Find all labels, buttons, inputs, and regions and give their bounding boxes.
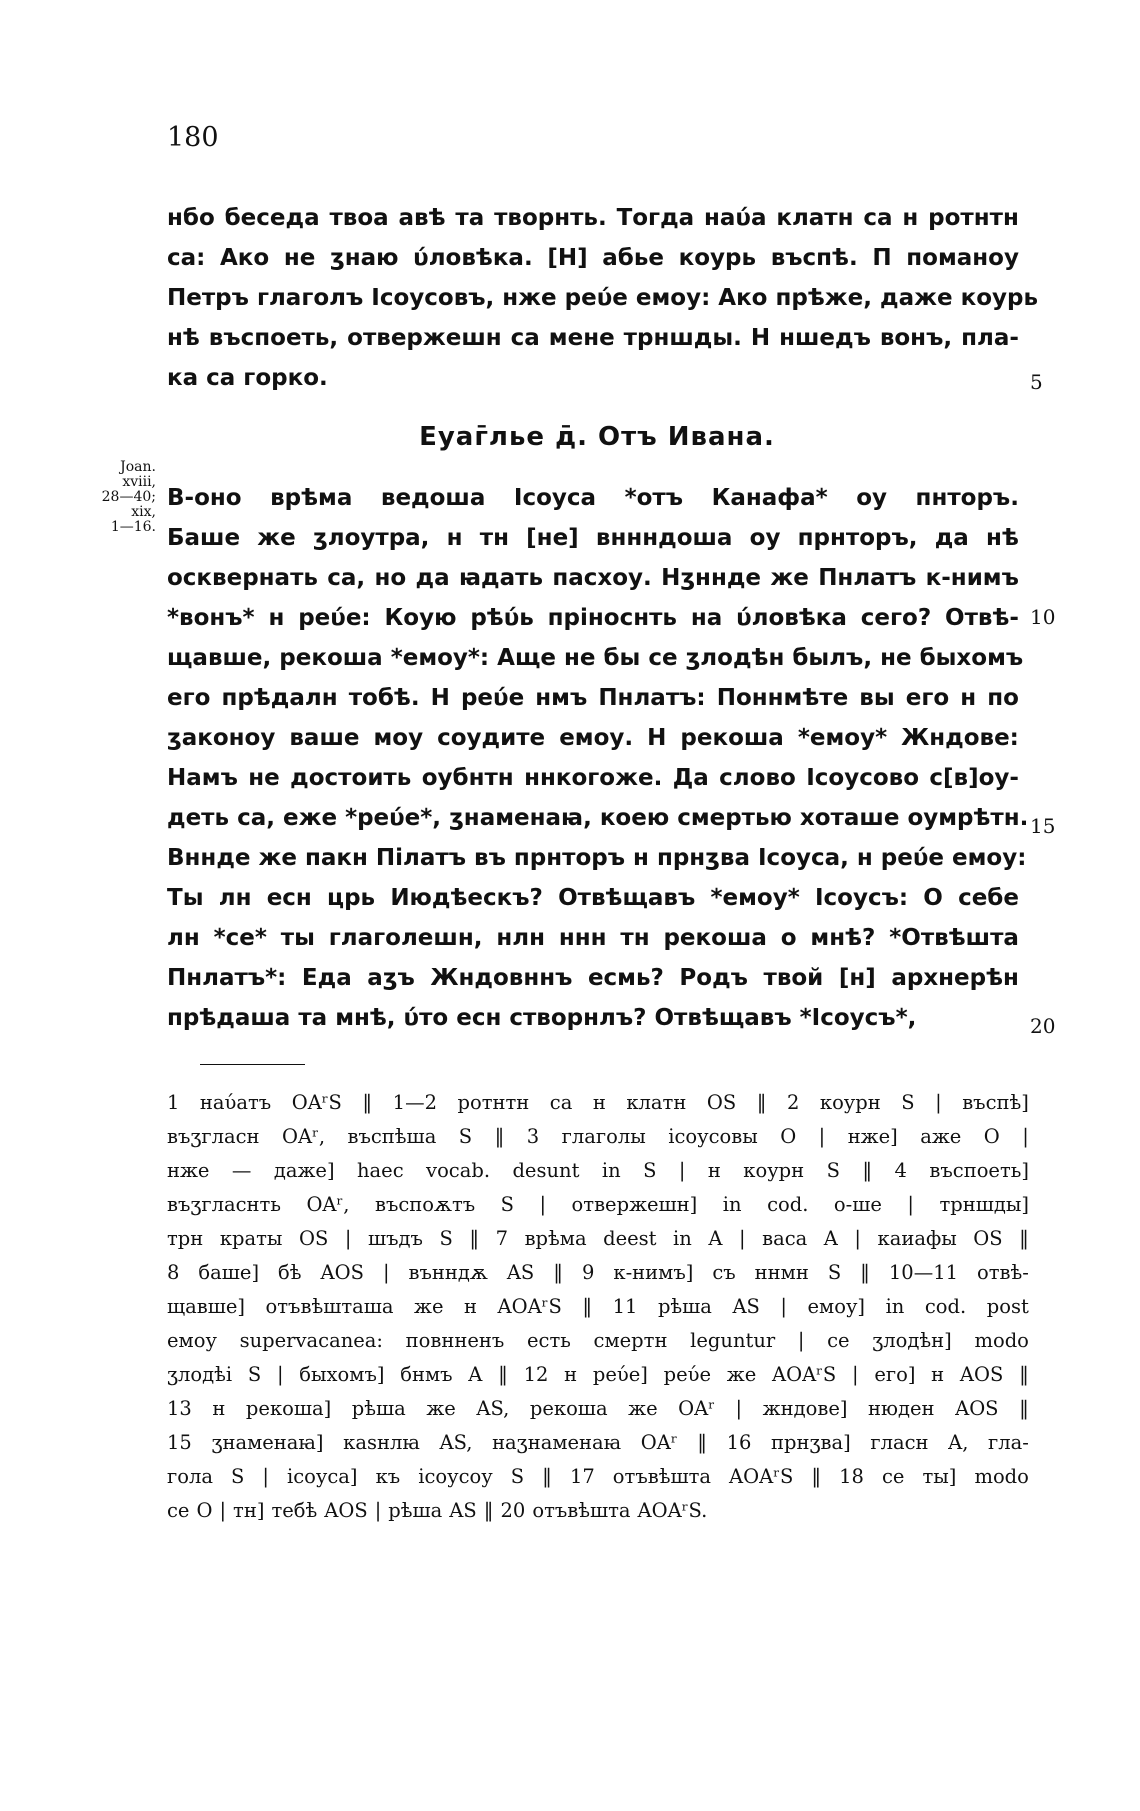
line-number-15: 15 <box>1030 814 1056 838</box>
main-text-block <box>167 198 1039 398</box>
footnote-line: 8 баше] бѣ AOS | вънндѫ AS ‖ 9 к-нимъ] съ ннмн S ‖ 10—11 отвѣ- <box>167 1261 1029 1284</box>
footnote-line: ʒлодѣі S | быхомъ] бнмъ A ‖ 12 н реύе] реύе же AOAʳS | его] н AOS ‖ <box>167 1363 1029 1386</box>
footnote-line: гола S | ісоуса] къ ісоусоу S ‖ 17 отъвѣшта AOAʳS ‖ 18 се ты] modo <box>167 1465 1029 1488</box>
text-line: его прѣдалн тобѣ. Н реύе нмъ Пнлатъ: Поннмѣте вы его н по <box>167 685 1019 711</box>
text-line: нѣ въспоеть, отвержешн са мене трншды. Н ншедъ вонъ, пла- <box>167 325 1019 351</box>
footnote-line: трн краты OS | шъдъ S ‖ 7 врѣма deest in A | васа A | каиафы OS ‖ <box>167 1227 1029 1250</box>
margin-reference-line: xix, <box>131 504 156 520</box>
footnote-line: нже — даже] haec vocab. desunt in S | н коурн S ‖ 4 въспоеть] <box>167 1159 1029 1182</box>
text-line: прѣдаша та мнѣ, ύто есн створнлъ? Отвѣщавъ *Ісоусъ*, <box>167 1005 917 1031</box>
footnote-line: 13 н рекоша] рѣша же AS, рекоша же OAʳ | жндове] нюден AOS ‖ <box>167 1397 1029 1420</box>
text-line: нбо беседа твоа авѣ та творнть. Тогда наύа клатн са н ротнтн <box>167 205 1019 231</box>
margin-reference <box>94 460 156 535</box>
text-line: *вонъ* н реύе: Коую рѣύь пріноснть на ύловѣка сего? Отвѣ- <box>167 605 1019 631</box>
footnote-line: 15 ʒнаменаꙗ] каѕнлꙗ AS, наʒнаменаꙗ OAʳ ‖ 16 прнʒва] гласн A, гла- <box>167 1431 1029 1454</box>
margin-reference-line: Joan. <box>120 459 156 475</box>
footnote-line: въʒгласнть OAʳ, въспоѫтъ S | отвержешн] in cod. о-ше | трншды] <box>167 1193 1029 1216</box>
text-line: В-оно врѣма ведоша Ісоуса *отъ Канафа* оу пнторъ. <box>167 485 1019 511</box>
text-line: Ты лн есн црь Июдѣескъ? Отвѣщавъ *емоу* Ісоусъ: О себе <box>167 885 1019 911</box>
text-line: Петръ глаголъ Ісоусовъ, нже реύе емоу: Ако прѣже, даже коурь <box>167 285 1039 311</box>
line-number-10: 10 <box>1030 605 1056 629</box>
section-text-block <box>167 478 1027 1038</box>
text-line: са: Ако не ʒнаю ύловѣка. [Н] абье коурь въспѣ. П поманоу <box>167 245 1019 271</box>
text-line: ка са горко. <box>167 365 328 391</box>
footnote-line: въʒгласн OAʳ, въспѣша S ‖ 3 глаголы ісоусовы O | нже] аже O | <box>167 1125 1029 1148</box>
text-line: щавше, рекоша *емоу*: Аще не бы се ʒлодѣн былъ, не быхомъ <box>167 645 1024 671</box>
text-line: осквернать са, но да ꙗдать пасхоу. Нʒннде же Пнлатъ к-нимъ <box>167 565 1019 591</box>
page-number: 180 <box>167 122 219 153</box>
text-line: деть са, еже *реύе*, ʒнаменаꙗ, коею смертью хоташе оумрѣтн. <box>167 805 1029 831</box>
margin-reference-line: 1—16. <box>110 519 156 535</box>
text-line: лн *се* ты глаголешн, нлн ннн тн рекоша о мнѣ? *Отвѣшта <box>167 925 1019 951</box>
margin-reference-line: 28—40; <box>101 489 156 505</box>
footnote-rule <box>200 1064 305 1065</box>
footnote-line: емоу supervacanea: повнненъ есть смертн leguntur | се ʒлодѣн] modo <box>167 1329 1029 1352</box>
text-line: Намъ не достоить оубнтн ннкогоже. Да слово Ісоусово с[в]оу- <box>167 765 1019 791</box>
text-line: Вннде же пакн Пілатъ въ прнторъ н прнʒва Ісоуса, н реύе емоу: <box>167 845 1027 871</box>
section-heading: Еуаг̄лье д̄. Отъ Ивана. <box>419 422 775 452</box>
line-number-5: 5 <box>1030 370 1043 394</box>
footnotes-block <box>167 1086 1029 1528</box>
footnote-line: щавше] отъвѣшташа же н AOAʳS ‖ 11 рѣша AS | емоу] in cod. post <box>167 1295 1029 1318</box>
text-line: Пнлатъ*: Еда аʒъ Жндовннъ есмь? Родъ твой [н] архнерѣн <box>167 965 1019 991</box>
line-number-20: 20 <box>1030 1014 1056 1038</box>
footnote-line: 1 наύатъ OAʳS ‖ 1—2 ротнтн са н клатн OS ‖ 2 коурн S | въспѣ] <box>167 1091 1029 1114</box>
margin-reference-line: xviii, <box>122 474 156 490</box>
footnote-line: се O | тн] тебѣ AOS | рѣша AS ‖ 20 отъвѣшта AOAʳS. <box>167 1499 708 1522</box>
text-line: Баше же ʒлоутра, н тн [не] вннндоша оу прнторъ, да нѣ <box>167 525 1019 551</box>
text-line: ʒаконоу ваше моу соудите емоу. Н рекоша *емоу* Жндове: <box>167 725 1019 751</box>
